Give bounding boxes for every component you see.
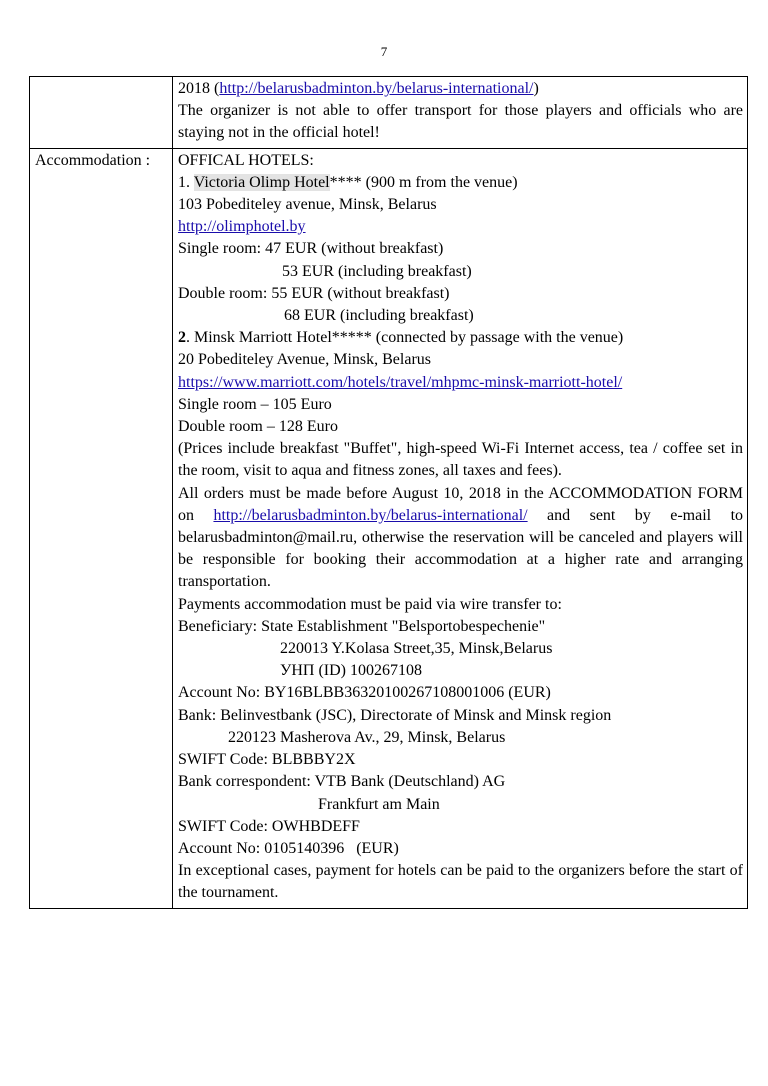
orders-text-start: All orders must be made before August 10, 2018 in the ACCOMMODATION FORM on	[178, 484, 743, 524]
table-row-accommodation	[30, 148, 748, 908]
hotel1-double-price-breakfast: 68 EUR (including breakfast)	[284, 307, 474, 325]
accommodation-form-link[interactable]: http://belarusbadminton.by/belarus-international/	[213, 506, 528, 524]
hotel1-details: **** (900 m from the venue)	[329, 173, 518, 191]
account-number: Account No: BY16BLBB36320100267108001006 (EUR)	[178, 684, 551, 702]
correspondent-city: Frankfurt am Main	[318, 795, 440, 813]
content-cell-transport	[173, 77, 748, 149]
prices-include-note: (Prices include breakfast "Buffet", high-speed Wi-Fi Internet access, tea / coffee set in the room, visit to aqua and fitness zones, all taxes and fees).	[178, 440, 743, 480]
info-table	[29, 76, 748, 909]
hotel1-name: Victoria Olimp Hotel	[193, 173, 330, 191]
hotel2-double-price: Double room – 128 Euro	[178, 418, 338, 436]
hotel1-address: 103 Pobediteley avenue, Minsk, Belarus	[178, 196, 437, 214]
accommodation-label: Accommodation :	[30, 148, 173, 908]
text-suffix: )	[533, 80, 539, 97]
orders-paragraph	[178, 483, 743, 594]
hotel2-number: 2	[178, 329, 186, 347]
hotel1-url-link[interactable]: http://olimphotel.by	[178, 218, 306, 236]
hotel2-title	[178, 327, 743, 349]
swift-code-2: SWIFT Code: OWHBDEFF	[178, 817, 360, 835]
beneficiary-id: УНП (ID) 100267108	[280, 662, 422, 680]
beneficiary-address: 220013 Y.Kolasa Street,35, Minsk,Belarus	[280, 640, 553, 658]
label-cell-empty	[30, 77, 173, 149]
transport-note: The organizer is not able to offer transport for those players and officials who are staying not in the official hotel!	[178, 102, 743, 142]
account-number-2: Account No: 0105140396 (EUR)	[178, 839, 399, 857]
registration-link-line	[178, 78, 743, 100]
hotel1-number: 1.	[178, 173, 190, 191]
hotel1-title	[178, 172, 743, 194]
hotels-heading: OFFICAL HOTELS:	[178, 151, 314, 169]
exceptional-cases-note: In exceptional cases, payment for hotels can be paid to the organizers before the start of the tournament.	[178, 862, 743, 902]
text-prefix: 2018 (	[178, 80, 220, 97]
hotel2-details: . Minsk Marriott Hotel***** (connected by passage with the venue)	[186, 329, 624, 347]
hotel2-address: 20 Pobediteley Avenue, Minsk, Belarus	[178, 351, 431, 369]
hotel2-url-link[interactable]: https://www.marriott.com/hotels/travel/mhpmc-minsk-marriott-hotel/	[178, 373, 623, 391]
hotel1-single-price: Single room: 47 EUR (without breakfast)	[178, 240, 444, 258]
hotel1-single-price-breakfast: 53 EUR (including breakfast)	[282, 262, 472, 280]
bank-correspondent: Bank correspondent: VTB Bank (Deutschland) AG	[178, 773, 506, 791]
beneficiary: Beneficiary: State Establishment "Belsportobespechenie"	[178, 617, 546, 635]
content-cell-accommodation	[173, 148, 748, 908]
hotel1-double-price: Double room: 55 EUR (without breakfast)	[178, 284, 450, 302]
bank-name: Bank: Belinvestbank (JSC), Directorate of Minsk and Minsk region	[178, 706, 612, 724]
belarus-international-link[interactable]: http://belarusbadminton.by/belarus-international/	[219, 80, 534, 97]
page-number: 7	[380, 44, 388, 59]
table-row-transport	[30, 77, 748, 149]
payments-line: Payments accommodation must be paid via wire transfer to:	[178, 595, 562, 613]
swift-code-1: SWIFT Code: BLBBBY2X	[178, 751, 356, 769]
hotel2-single-price: Single room – 105 Euro	[178, 395, 332, 413]
orders-text-end: and sent by e-mail to belarusbadminton@mail.ru, otherwise the reservation will be canceled and players will be responsible for booking their accommodation at a higher rate and arranging transportation.	[178, 506, 744, 591]
bank-address: 220123 Masherova Av., 29, Minsk, Belarus	[228, 728, 506, 746]
